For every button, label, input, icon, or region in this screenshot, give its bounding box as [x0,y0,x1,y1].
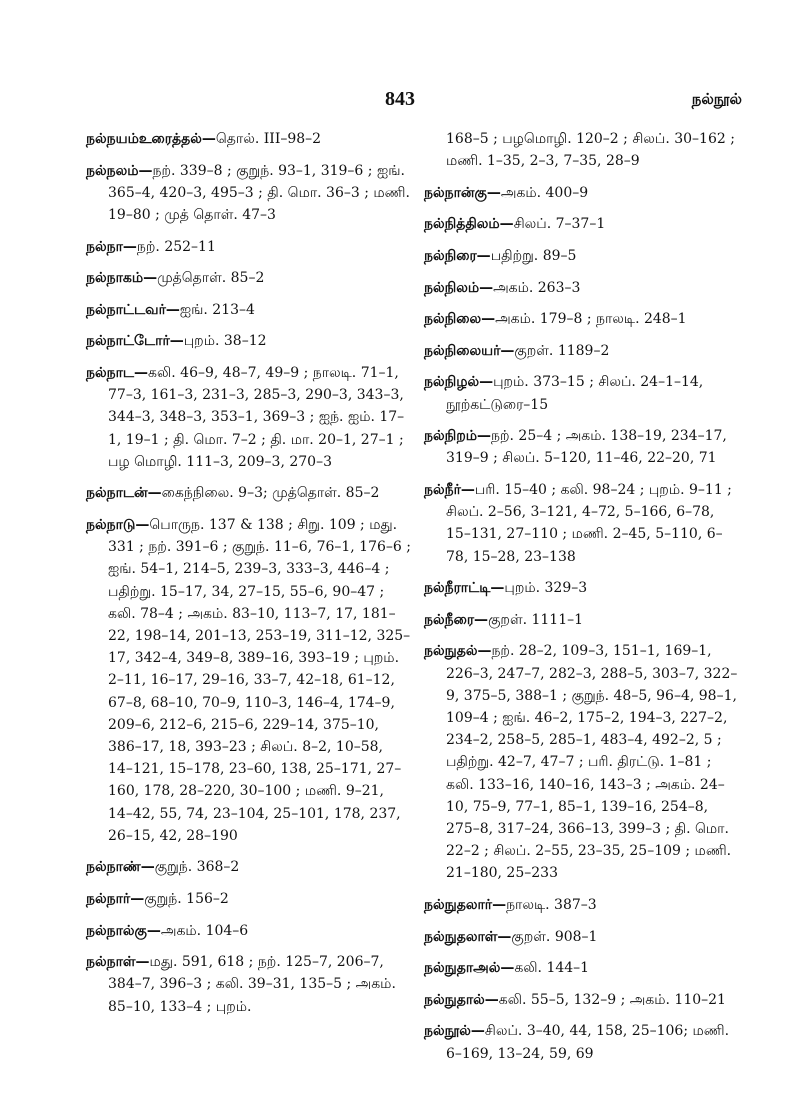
entry-headword: நல்நயம்உரைத்தல்— [86,131,216,147]
entry-references: முத்தொள். 85–2 [157,270,265,287]
entry-references: குறுந். 368–2 [154,859,240,876]
entry-references: அகம். 104–6 [160,922,249,939]
entry-references: குறள். 1189–2 [514,342,610,359]
entry-headword: நல்நுதாஅல்— [424,960,515,977]
index-entry [86,160,412,227]
entry-references: பரி. 15–40 ; கலி. 98–24 ; புறம். 9–11 ; சிலப். 2–56, 3–121, 4–72, 5–166, 6–78, 15–131, 27–110 ; மணி. 2–45, 5–110, 6–78, 15–28, 23–138 [446,481,732,565]
entry-headword: நல்நிலம்— [424,279,494,296]
entry-headword: நல்நுதால்— [424,991,499,1008]
entry-headword: நல்நூல்— [424,1023,485,1040]
index-entry [424,245,742,267]
index-entry [424,926,742,948]
entry-headword: நல்நிழல்— [424,374,494,391]
index-entry [86,920,412,942]
entry-references: அகம். 263–3 [493,279,581,296]
entry-references: நற். 25–4 ; அகம். 138–19, 234–17, 319–9 ; சிலப். 5–120, 11–46, 22–20, 71 [446,428,727,467]
running-head: நல்நூல் [691,90,742,108]
entry-headword: நல்நீர்— [424,481,475,498]
index-entry [86,362,412,473]
index-entry [86,888,412,910]
entry-headword: நல்நுதல்— [424,643,492,660]
entry-headword: நல்நுதலாள்— [424,928,512,945]
entry-headword: நல்நாடு— [86,516,150,533]
entry-references: குறள். 908–1 [511,928,598,945]
entry-references: புறம். 373–15 ; சிலப். 24–1–14, நூற்கட்டுரை–15 [446,374,704,413]
index-entry [86,267,412,289]
entry-headword: நல்நாட்டவர்— [86,301,180,318]
entry-headword: நல்நால்கு— [86,922,161,939]
entry-references: ஐங். 213–4 [179,301,255,318]
index-entry [424,340,742,362]
entry-headword: நல்நார்— [86,891,145,907]
entry-references: குறுந். 156–2 [144,891,229,907]
index-entry [424,128,742,172]
index-entry [86,128,412,150]
entry-references: கைந்நிலை. 9–3; முத்தொள். 85–2 [161,485,380,502]
index-entry [424,957,742,979]
index-entry [424,640,742,884]
entry-references: புறம். 38–12 [183,333,267,350]
entry-headword: நல்நிரை— [424,247,491,264]
entry-references: சிலப். 3–40, 44, 158, 25–106; மணி. 6–169, 13–24, 59, 69 [446,1023,730,1062]
entry-headword: நல்நிலை— [424,311,496,328]
index-entry [86,856,412,878]
right-column [424,128,742,1074]
index-entry [424,371,742,415]
entry-references: அகம். 179–8 ; நாலடி. 248–1 [495,311,687,328]
index-entry [424,479,742,568]
index-entry [86,299,412,321]
entry-references: பொருந. 137 & 138 ; சிறு. 109 ; மது. 331 ; நற். 391–6 ; குறுந். 11–6, 76–1, 176–6 ; ஐங். 54–1, 214–5, 239–3, 333–3, 446–4 ; பதிற்று. 15–17, 34, 27–15, 55–6, 90–47 ; கலி. 78–4 ; அகம். 83–10, 113–7, 17, 181–22, 198–14, 201–13, 253–19, 311–12, 325–17, 342–4, 349–8, 389–16, 393–19 ; புறம். 2–11, 16–17, 29–16, 33–7, 42–18, 61–12, 67–8, 68–10, 70–9, 110–3, 146–4, 174–9, 209–6, 212–6, 215–6, 229–14, 375–10, 386–17, 18, 393–23 ; சிலப். 8–2, 10–58, 14–121, 15–178, 23–60, 138, 25–171, 27–160, 178, 28–220, 30–100 ; மணி. 9–21, 14–42, 55, 74, 23–104, 25–101, 178, 237, 26–15, 42, 28–190 [108,516,411,844]
index-entry [424,609,742,631]
entry-headword: நல்நித்திலம்— [424,216,514,233]
entry-headword: நல்நா— [86,238,137,255]
entry-headword: நல்நிறம்— [424,428,491,445]
entry-headword: நல்நிலையர்— [424,342,515,359]
entry-references: நற். 28–2, 109–3, 151–1, 169–1, 226–3, 247–7, 282–3, 288–5, 303–7, 322–9, 375–5, 388–1 ; குறுந். 48–5, 96–4, 98–1, 109–4 ; ஐங். 46–2, 175–2, 194–3, 227–2, 234–2, 258–5, 285–1, 483–4, 492–2, 5 ; பதிற்று. 42–7, 47–7 ; பரி. திரட்டு. 1–81 ; கலி. 133–16, 140–16, 143–3 ; அகம். 24–10, 75–9, 77–1, 85–1, 139–16, 254–8, 275–8, 317–24, 366–13, 399–3 ; தி. மொ. 22–2 ; சிலப். 2–55, 23–35, 25–109 ; மணி. 21–180, 25–233 [446,643,738,882]
index-entry [424,577,742,599]
index-entry [424,277,742,299]
left-column [86,128,412,1027]
entry-references: 168–5 ; பழமொழி. 120–2 ; சிலப். 30–162 ; மணி. 1–35, 2–3, 7–35, 28–9 [446,131,735,170]
index-entry [424,894,742,916]
entry-references: கலி. 55–5, 132–9 ; அகம். 110–21 [498,991,726,1008]
entry-references: குறள். 1111–1 [488,611,584,628]
index-entry [86,951,412,1018]
entry-references: புறம். 329–3 [504,580,588,597]
index-entry [86,236,412,258]
index-entry [424,213,742,235]
entry-references: கலி. 144–1 [514,960,590,977]
entry-references: தொல். III–98–2 [215,131,322,147]
entry-headword: நல்நாகம்— [86,270,158,287]
index-entry [424,1020,742,1064]
entry-headword: நல்நாட— [86,364,149,381]
entry-references: பதிற்று. 89–5 [490,247,577,264]
entry-references: அகம். 400–9 [500,184,589,201]
entry-headword: நல்நலம்— [86,162,153,179]
entry-references: நற். 252–11 [136,238,216,255]
index-entry [86,330,412,352]
entry-headword: நல்நாண்— [86,859,155,876]
index-entry [86,514,412,847]
index-entry [424,308,742,330]
page-number: 843 [385,88,415,110]
entry-references: நற். 339–8 ; குறுந். 93–1, 319–6 ; ஐங். 365–4, 420–3, 495–3 ; தி. மொ. 36–3 ; மணி. 19–80 ; முத் தொள். 47–3 [108,162,410,223]
entry-headword: நல்நான்கு— [424,184,501,201]
entry-references: சிலப். 7–37–1 [513,216,606,233]
entry-references: மது. 591, 618 ; நற். 125–7, 206–7, 384–7, 396–3 ; கலி. 39–31, 135–5 ; அகம். 85–10, 133–4 ; புறம். [108,954,396,1015]
entry-headword: நல்நீராட்டி— [424,580,505,597]
entry-headword: நல்நீரை— [424,611,489,628]
index-entry [424,425,742,469]
entry-headword: நல்நாட்டோர்— [86,333,184,350]
index-entry [86,482,412,504]
entry-headword: நல்நுதலார்— [424,896,507,913]
entry-headword: நல்நாள்— [86,954,150,971]
entry-references: நாலடி. 387–3 [506,896,597,913]
entry-headword: நல்நாடன்— [86,485,162,502]
entry-references: கலி. 46–9, 48–7, 49–9 ; நாலடி. 71–1, 77–3, 161–3, 231–3, 285–3, 290–3, 343–3, 344–3, 348–3, 353–1, 369–3 ; ஐந். ஐம். 17–1, 19–1 ; தி. மொ. 7–2 ; தி. மா. 20–1, 27–1 ; பழ மொழி. 111–3, 209–3, 270–3 [108,364,405,470]
index-entry [424,182,742,204]
index-entry [424,989,742,1011]
